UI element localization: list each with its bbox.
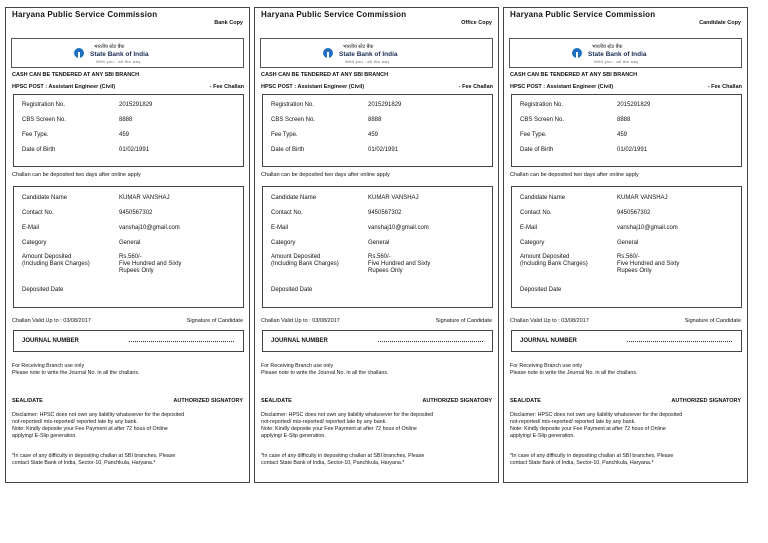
journal-box <box>511 330 742 352</box>
amount-value-line1: Rs.560/- <box>617 254 640 260</box>
candidate-name-value: KUMAR VANSHAJ <box>617 195 668 201</box>
bank-name-hindi: भारतीय स्टेट बैंक <box>94 44 125 50</box>
difficulty-line1: *In case of any difficulty in depositing challan at SBI branches, Please <box>12 453 176 459</box>
challan-copy <box>254 7 499 483</box>
journal-box <box>262 330 493 352</box>
fee-type-label: Fee Type. <box>520 132 547 138</box>
difficulty-block <box>12 453 247 467</box>
disclaimer-block <box>12 412 247 440</box>
cbs-screen-value: 8888 <box>368 117 382 123</box>
contact-label: Contact No. <box>520 210 552 216</box>
cash-note: CASH CAN BE TENDERED AT ANY SBI BRANCH <box>12 72 140 78</box>
candidate-name-value: KUMAR VANSHAJ <box>368 195 419 201</box>
candidate-name-label: Candidate Name <box>271 195 317 201</box>
registration-box <box>13 94 244 167</box>
journal-note-text: Please note to write the Journal No. in all the challans. <box>261 370 389 376</box>
registration-label: Registration No. <box>520 102 564 108</box>
deposited-date-label: Deposited Date <box>271 287 313 293</box>
registration-value: 2015291829 <box>119 102 153 108</box>
fee-challan-label: - Fee Challan <box>209 84 244 90</box>
journal-label: JOURNAL NUMBER <box>520 338 577 344</box>
valid-upto: Challan Valid Up to : 03/08/2017 <box>261 318 340 324</box>
email-label: E-Mail <box>22 225 40 231</box>
bank-logo-box <box>509 38 742 68</box>
note-line1: Note: Kindly deposite your Fee Payment at after 72 hous of Online <box>12 426 168 432</box>
difficulty-block <box>261 453 496 467</box>
contact-label: Contact No. <box>271 210 303 216</box>
amount-label-line1: Amount Deposited <box>22 254 72 260</box>
note-line2: applying/ E-Slip generation. <box>261 433 326 439</box>
journal-number-line <box>129 341 234 342</box>
difficulty-line1: *In case of any difficulty in depositing challan at SBI branches, Please <box>261 453 425 459</box>
disclaimer-block <box>510 412 745 440</box>
journal-label: JOURNAL NUMBER <box>22 338 79 344</box>
category-value: General <box>617 240 639 246</box>
candidate-name-value: KUMAR VANSHAJ <box>119 195 170 201</box>
cbs-screen-value: 8888 <box>617 117 631 123</box>
authorized-signatory: AUTHORIZED SIGNATORY <box>173 398 243 404</box>
branch-use-text: For Receiving Branch use only <box>510 363 583 369</box>
bank-tagline: With you - all the way <box>96 59 141 64</box>
deposit-note: Challan can be deposited two days after online apply <box>261 172 390 178</box>
fee-type-label: Fee Type. <box>22 132 49 138</box>
note-line1: Note: Kindly deposite your Fee Payment at after 72 hous of Online <box>510 426 666 432</box>
amount-value-line2: Five Hundred and Sixty <box>119 261 182 267</box>
bank-logo-box <box>11 38 244 68</box>
candidate-box <box>13 186 244 308</box>
signature-candidate: Signature of Candidate <box>186 318 243 324</box>
dob-label: Date of Birth <box>22 147 56 153</box>
bank-name-hindi: भारतीय स्टेट बैंक <box>343 44 374 50</box>
journal-box <box>13 330 244 352</box>
dob-value: 01/02/1991 <box>119 147 150 153</box>
fee-type-value: 459 <box>368 132 379 138</box>
registration-box <box>262 94 493 167</box>
amount-value-line2: Five Hundred and Sixty <box>617 261 680 267</box>
fee-challan-label: - Fee Challan <box>707 84 742 90</box>
copy-type-label: Bank Copy <box>214 20 243 26</box>
email-value: vanshaj10@gmail.com <box>119 225 180 231</box>
seal-date: SEAL/DATE <box>12 398 43 404</box>
journal-number-line <box>378 341 483 342</box>
amount-label <box>271 254 339 268</box>
sbi-logo-icon <box>323 48 333 58</box>
journal-number-line <box>627 341 732 342</box>
cbs-screen-label: CBS Screen No. <box>22 117 67 123</box>
commission-title: Haryana Public Service Commission <box>12 10 158 19</box>
fee-type-value: 459 <box>119 132 130 138</box>
disclaimer-line1: Disclaimer: HPSC does not own any liability whatsoever for the deposited <box>510 412 683 418</box>
category-label: Category <box>520 240 545 246</box>
disclaimer-line2: not-reported/ mis-reported/ reported late by any bank. <box>261 419 387 425</box>
difficulty-line2: contact State Bank of India, Sector-10, Panchkula, Haryana.* <box>12 460 156 466</box>
contact-value: 9450567302 <box>617 210 651 216</box>
fee-type-label: Fee Type. <box>271 132 298 138</box>
category-value: General <box>119 240 141 246</box>
category-value: General <box>368 240 390 246</box>
registration-value: 2015291829 <box>368 102 402 108</box>
signature-candidate: Signature of Candidate <box>684 318 741 324</box>
email-label: E-Mail <box>520 225 538 231</box>
deposited-date-label: Deposited Date <box>22 287 64 293</box>
amount-label-line1: Amount Deposited <box>520 254 570 260</box>
difficulty-line2: contact State Bank of India, Sector-10, Panchkula, Haryana.* <box>510 460 654 466</box>
post-name: HPSC POST : Assistant Engineer (Civil) <box>261 84 365 90</box>
branch-use-text: For Receiving Branch use only <box>261 363 334 369</box>
registration-label: Registration No. <box>271 102 315 108</box>
registration-label: Registration No. <box>22 102 66 108</box>
candidate-name-label: Candidate Name <box>22 195 68 201</box>
bank-tagline: With you - all the way <box>345 59 390 64</box>
copy-type-label: Office Copy <box>461 20 492 26</box>
difficulty-line2: contact State Bank of India, Sector-10, Panchkula, Haryana.* <box>261 460 405 466</box>
cash-note: CASH CAN BE TENDERED AT ANY SBI BRANCH <box>261 72 389 78</box>
amount-value <box>119 254 181 275</box>
post-name: HPSC POST : Assistant Engineer (Civil) <box>510 84 614 90</box>
candidate-name-label: Candidate Name <box>520 195 566 201</box>
registration-value: 2015291829 <box>617 102 651 108</box>
commission-title: Haryana Public Service Commission <box>510 10 656 19</box>
contact-label: Contact No. <box>22 210 54 216</box>
note-line2: applying/ E-Slip generation. <box>510 433 575 439</box>
disclaimer-line1: Disclaimer: HPSC does not own any liability whatsoever for the deposited <box>261 412 434 418</box>
difficulty-block <box>510 453 745 467</box>
seal-date: SEAL/DATE <box>510 398 541 404</box>
disclaimer-line2: not-reported/ mis-reported/ reported late by any bank. <box>12 419 138 425</box>
email-label: E-Mail <box>271 225 289 231</box>
bank-tagline: With you - all the way <box>594 59 639 64</box>
challan-copy <box>5 7 250 483</box>
bank-name-hindi: भारतीय स्टेट बैंक <box>592 44 623 50</box>
cbs-screen-label: CBS Screen No. <box>520 117 565 123</box>
dob-label: Date of Birth <box>520 147 554 153</box>
bank-name: State Bank of India <box>588 51 647 58</box>
cbs-screen-value: 8888 <box>119 117 133 123</box>
amount-value-line3: Rupees Only <box>368 268 403 274</box>
commission-title: Haryana Public Service Commission <box>261 10 407 19</box>
category-label: Category <box>22 240 47 246</box>
deposited-date-label: Deposited Date <box>520 287 562 293</box>
bank-name: State Bank of India <box>90 51 149 58</box>
disclaimer-line2: not-reported/ mis-reported/ reported late by any bank. <box>510 419 636 425</box>
amount-value <box>617 254 679 275</box>
seal-date: SEAL/DATE <box>261 398 292 404</box>
note-line1: Note: Kindly deposite your Fee Payment at after 72 hous of Online <box>261 426 417 432</box>
disclaimer-line1: Disclaimer: HPSC does not own any liability whatsoever for the deposited <box>12 412 185 418</box>
amount-label <box>520 254 588 268</box>
dob-label: Date of Birth <box>271 147 305 153</box>
dob-value: 01/02/1991 <box>368 147 399 153</box>
cbs-screen-label: CBS Screen No. <box>271 117 316 123</box>
amount-value-line3: Rupees Only <box>617 268 652 274</box>
amount-value-line1: Rs.560/- <box>119 254 142 260</box>
amount-label-line2: (Including Bank Charges) <box>22 261 90 267</box>
note-line2: applying/ E-Slip generation. <box>12 433 77 439</box>
contact-value: 9450567302 <box>119 210 153 216</box>
category-label: Category <box>271 240 296 246</box>
candidate-box <box>262 186 493 308</box>
valid-upto: Challan Valid Up to : 03/08/2017 <box>12 318 91 324</box>
fee-type-value: 459 <box>617 132 628 138</box>
bank-name: State Bank of India <box>339 51 398 58</box>
amount-label-line2: (Including Bank Charges) <box>520 261 588 267</box>
candidate-box <box>511 186 742 308</box>
deposit-note: Challan can be deposited two days after online apply <box>12 172 141 178</box>
dob-value: 01/02/1991 <box>617 147 648 153</box>
copy-type-label: Candidate Copy <box>699 20 741 26</box>
branch-note <box>12 363 247 377</box>
challan-copy <box>503 7 748 483</box>
deposit-note: Challan can be deposited two days after online apply <box>510 172 639 178</box>
authorized-signatory: AUTHORIZED SIGNATORY <box>671 398 741 404</box>
journal-note-text: Please note to write the Journal No. in all the challans. <box>510 370 638 376</box>
amount-label-line2: (Including Bank Charges) <box>271 261 339 267</box>
branch-note <box>261 363 496 377</box>
cash-note: CASH CAN BE TENDERED AT ANY SBI BRANCH <box>510 72 638 78</box>
disclaimer-block <box>261 412 496 440</box>
contact-value: 9450567302 <box>368 210 402 216</box>
email-value: vanshaj10@gmail.com <box>617 225 678 231</box>
post-name: HPSC POST : Assistant Engineer (Civil) <box>12 84 116 90</box>
registration-box <box>511 94 742 167</box>
branch-use-text: For Receiving Branch use only <box>12 363 85 369</box>
valid-upto: Challan Valid Up to : 03/08/2017 <box>510 318 589 324</box>
amount-value <box>368 254 430 275</box>
sbi-logo-icon <box>74 48 84 58</box>
amount-value-line1: Rs.560/- <box>368 254 391 260</box>
fee-challan-label: - Fee Challan <box>458 84 493 90</box>
difficulty-line1: *In case of any difficulty in depositing challan at SBI branches, Please <box>510 453 674 459</box>
bank-logo-box <box>260 38 493 68</box>
email-value: vanshaj10@gmail.com <box>368 225 429 231</box>
sbi-logo-icon <box>572 48 582 58</box>
journal-note-text: Please note to write the Journal No. in all the challans. <box>12 370 140 376</box>
branch-note <box>510 363 745 377</box>
journal-label: JOURNAL NUMBER <box>271 338 328 344</box>
authorized-signatory: AUTHORIZED SIGNATORY <box>422 398 492 404</box>
amount-value-line2: Five Hundred and Sixty <box>368 261 431 267</box>
signature-candidate: Signature of Candidate <box>435 318 492 324</box>
amount-label <box>22 254 90 268</box>
amount-value-line3: Rupees Only <box>119 268 154 274</box>
amount-label-line1: Amount Deposited <box>271 254 321 260</box>
